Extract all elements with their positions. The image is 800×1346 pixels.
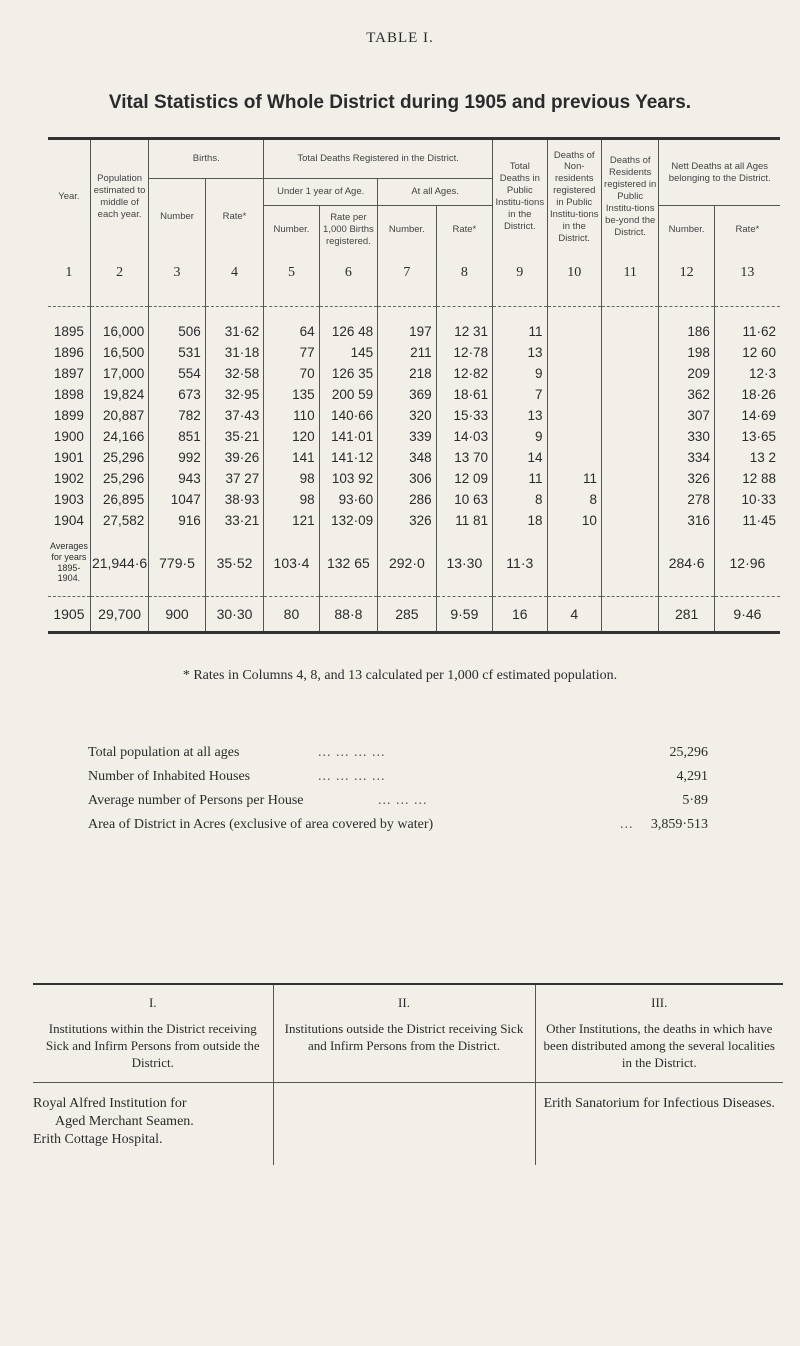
header-under1: Under 1 year of Age. — [264, 179, 378, 206]
column-number: 3 — [149, 254, 205, 292]
table-cell: 673 — [149, 384, 205, 405]
header-population: Population estimated to middle of each year. — [90, 139, 148, 255]
table-cell: 11·45 — [742, 513, 776, 528]
table-cell: 19,824 — [90, 384, 148, 405]
table-cell: 285 — [378, 597, 436, 633]
table-cell: 9 — [493, 363, 547, 384]
table-cell: 278 — [659, 489, 714, 510]
table-cell: 12·3 — [748, 366, 776, 381]
table-cell: 18·26 — [741, 387, 776, 402]
table-cell: 103 92 — [319, 468, 377, 489]
table-cell: 30·30 — [205, 597, 263, 633]
summary-dots: ... ... ... ... — [318, 745, 386, 760]
table-cell: 14 — [493, 447, 547, 468]
table-cell — [601, 321, 658, 342]
table-cell: 12 88 — [742, 471, 776, 486]
table-cell: 18·61 — [436, 384, 492, 405]
table-cell: 531 — [149, 342, 205, 363]
table-cell: 334 — [659, 447, 714, 468]
summary-label: Area of District in Acres (exclusive of area covered by water) — [88, 817, 434, 832]
table-cell: 25,296 — [90, 468, 148, 489]
year-cell: 1900 — [48, 426, 90, 447]
summary-dots: ... ... ... — [378, 793, 428, 808]
column-number: 2 — [90, 254, 148, 292]
table-cell: 126 48 — [319, 321, 377, 342]
table-cell: 8 — [493, 489, 547, 510]
table-cell: 12·78 — [436, 342, 492, 363]
table-cell — [601, 384, 658, 405]
table-cell: 916 — [149, 510, 205, 531]
table-cell — [547, 405, 601, 426]
table-cell: 851 — [149, 426, 205, 447]
table-cell — [601, 468, 658, 489]
table-cell: 218 — [378, 363, 436, 384]
table-cell: 506 — [149, 321, 205, 342]
year-cell: 1901 — [48, 447, 90, 468]
table-cell: 13 70 — [436, 447, 492, 468]
summary-value: 3,859·513 — [650, 817, 708, 832]
table-cell: 31·62 — [205, 321, 263, 342]
table-cell: 140·66 — [319, 405, 377, 426]
table-cell: 25,296 — [90, 447, 148, 468]
institutions-heading: II. — [273, 984, 535, 1011]
year-cell: 1902 — [48, 468, 90, 489]
table-cell: 120 — [264, 426, 319, 447]
header-nett-number: Number. — [659, 206, 714, 255]
column-number: 9 — [493, 254, 547, 292]
table-cell: 32·95 — [205, 384, 263, 405]
table-row — [48, 321, 780, 342]
table-cell: 15·33 — [436, 405, 492, 426]
table-cell: 16,500 — [90, 342, 148, 363]
summary-row — [88, 793, 748, 817]
institutions-table — [33, 983, 783, 1165]
table-cell: 554 — [149, 363, 205, 384]
table-cell: 24,166 — [90, 426, 148, 447]
table-cell — [601, 405, 658, 426]
table-cell: 10·33 — [741, 492, 776, 507]
column-number: 4 — [205, 254, 263, 292]
summary-value: 5·89 — [682, 793, 708, 808]
table-cell — [601, 510, 658, 531]
summary-row — [88, 745, 748, 769]
table-cell: 339 — [378, 426, 436, 447]
table-cell — [601, 597, 658, 633]
table-cell: 14·69 — [741, 408, 776, 423]
table-cell: 132 65 — [319, 541, 377, 584]
table-cell: 126 35 — [319, 363, 377, 384]
table-cell — [601, 342, 658, 363]
table-cell: 316 — [659, 510, 714, 531]
footnote: * Rates in Columns 4, 8, and 13 calculated per 1,000 cf estimated population. — [182, 668, 618, 683]
table-row — [48, 405, 780, 426]
summary-dots: ... — [620, 817, 634, 832]
institutions-description: Institutions outside the District receiving Sick and Infirm Persons from the District. — [273, 1011, 535, 1082]
table-cell: 782 — [149, 405, 205, 426]
column-number: 5 — [264, 254, 319, 292]
column-number: 10 — [547, 254, 601, 292]
table-cell: 900 — [149, 597, 205, 633]
vital-statistics-table — [48, 137, 780, 634]
table-cell: 80 — [264, 597, 319, 633]
table-cell: 9·59 — [436, 597, 492, 633]
year-cell: 1896 — [48, 342, 90, 363]
table-cell — [547, 541, 601, 584]
table-cell: 31·18 — [205, 342, 263, 363]
header-allages: At all Ages. — [378, 179, 493, 206]
year-cell: 1904 — [48, 510, 90, 531]
table-cell: 70 — [264, 363, 319, 384]
table-cell: 1047 — [149, 489, 205, 510]
table-cell: 121 — [264, 510, 319, 531]
table-cell: 37·43 — [205, 405, 263, 426]
table-cell: 12 31 — [436, 321, 492, 342]
table-cell: 35·52 — [205, 541, 263, 584]
table-cell: 10 63 — [436, 489, 492, 510]
institution-entry: Erith Cottage Hospital. — [33, 1132, 163, 1148]
table-cell: 13 — [493, 405, 547, 426]
table-cell: 27,582 — [90, 510, 148, 531]
summary-value: 4,291 — [676, 769, 708, 784]
table-cell: 12·82 — [436, 363, 492, 384]
table-cell: 9·46 — [714, 597, 780, 633]
table-cell — [601, 363, 658, 384]
table-cell — [601, 447, 658, 468]
table-cell: 32·58 — [205, 363, 263, 384]
table-cell: 9 — [493, 426, 547, 447]
table-cell: 11 81 — [436, 510, 492, 531]
table-cell: 37 27 — [205, 468, 263, 489]
summary-label: Average number of Persons per House — [88, 793, 304, 808]
table-cell: 11 — [493, 468, 547, 489]
table-cell: 348 — [378, 447, 436, 468]
column-number: 7 — [378, 254, 436, 292]
table-cell — [601, 489, 658, 510]
table-row — [48, 447, 780, 468]
header-nett-rate: Rate* — [735, 224, 760, 236]
header-allages-number: Number. — [378, 206, 436, 255]
table-cell: 13 2 — [749, 450, 776, 465]
table-cell — [547, 342, 601, 363]
table-cell: 306 — [378, 468, 436, 489]
year-cell: 1905 — [48, 597, 90, 633]
summary-label: Total population at all ages — [88, 745, 240, 760]
table-cell: 281 — [659, 597, 714, 633]
table-cell: 362 — [659, 384, 714, 405]
table-cell: 103·4 — [264, 541, 319, 584]
table-row — [48, 468, 780, 489]
table-cell: 4 — [547, 597, 601, 633]
table-cell: 330 — [659, 426, 714, 447]
header-total-deaths: Total Deaths Registered in the District. — [264, 139, 493, 179]
table-cell: 200 59 — [319, 384, 377, 405]
institutions-entries-col1 — [33, 1082, 273, 1165]
column-number: 12 — [659, 254, 714, 292]
table-cell: 186 — [659, 321, 714, 342]
table-row — [48, 384, 780, 405]
table-cell: 64 — [264, 321, 319, 342]
table-cell: 110 — [264, 405, 319, 426]
table-cell — [601, 541, 658, 584]
year-cell: 1899 — [48, 405, 90, 426]
table-cell: 141 — [264, 447, 319, 468]
table-cell: 20,887 — [90, 405, 148, 426]
table-cell: 29,700 — [90, 597, 148, 633]
year-cell: 1895 — [48, 321, 90, 342]
table-cell: 779·5 — [149, 541, 205, 584]
table-cell: 326 — [378, 510, 436, 531]
table-cell: 307 — [659, 405, 714, 426]
table-cell: 93·60 — [319, 489, 377, 510]
summary-value: 25,296 — [669, 745, 708, 760]
summary-list — [88, 745, 748, 841]
table-cell — [547, 426, 601, 447]
year-cell: 1898 — [48, 384, 90, 405]
table-cell: 141·12 — [319, 447, 377, 468]
table-cell: 16 — [493, 597, 547, 633]
table-cell: 11·62 — [742, 324, 776, 339]
table-cell: 38·93 — [205, 489, 263, 510]
table-cell: 88·8 — [319, 597, 377, 633]
table-cell: 320 — [378, 405, 436, 426]
column-number: 8 — [436, 254, 492, 292]
summary-row — [88, 769, 748, 793]
header-allages-rate: Rate* — [436, 206, 492, 255]
table-cell: 35·21 — [205, 426, 263, 447]
column-number: 6 — [319, 254, 377, 292]
header-nonresidents: Deaths of Non-residents registered in Public Institu-tions in the District. — [547, 139, 601, 255]
institution-entry: Royal Alfred Institution for — [33, 1095, 187, 1111]
table-cell: 7 — [493, 384, 547, 405]
table-label: TABLE I. — [366, 30, 434, 46]
table-cell: 209 — [659, 363, 714, 384]
header-public-institutions: Total Deaths in Public Institu-tions in the District. — [493, 139, 547, 255]
table-cell — [601, 426, 658, 447]
table-cell — [547, 321, 601, 342]
table-cell: 11 — [547, 468, 601, 489]
table-cell: 13 — [493, 342, 547, 363]
table-cell: 8 — [547, 489, 601, 510]
table-cell: 198 — [659, 342, 714, 363]
table-cell — [547, 447, 601, 468]
table-cell — [547, 384, 601, 405]
table-row — [48, 489, 780, 510]
averages-label: Averages for years 1895-1904. — [48, 541, 90, 584]
header-under1-rate: Rate per 1,000 Births registered. — [319, 206, 377, 255]
column-number: 13 — [740, 265, 755, 280]
table-cell: 284·6 — [659, 541, 714, 584]
table-cell: 145 — [319, 342, 377, 363]
table-cell: 12 60 — [742, 345, 776, 360]
table-cell: 14·03 — [436, 426, 492, 447]
table-cell: 211 — [378, 342, 436, 363]
table-cell: 16,000 — [90, 321, 148, 342]
table-cell: 33·21 — [205, 510, 263, 531]
year-cell: 1897 — [48, 363, 90, 384]
table-row — [48, 426, 780, 447]
institutions-description: Other Institutions, the deaths in which have been distributed among the several localities in the District. — [535, 1011, 783, 1082]
table-cell: 369 — [378, 384, 436, 405]
table-cell: 13·65 — [741, 429, 776, 444]
table-cell: 77 — [264, 342, 319, 363]
table-cell: 11·3 — [493, 541, 547, 584]
header-residents: Deaths of Residents registered in Public Institu-tions be-yond the District. — [601, 139, 658, 255]
table-cell: 943 — [149, 468, 205, 489]
table-cell: 135 — [264, 384, 319, 405]
table-cell: 292·0 — [378, 541, 436, 584]
table-cell: 18 — [493, 510, 547, 531]
summary-dots: ... ... ... ... — [318, 769, 386, 784]
header-births: Births. — [149, 139, 264, 179]
table-cell: 21,944·6 — [90, 541, 148, 584]
table-cell: 98 — [264, 468, 319, 489]
institutions-heading: III. — [535, 984, 783, 1011]
column-number: 11 — [601, 254, 658, 292]
institutions-description: Institutions within the District receiving Sick and Infirm Persons from outside the District. — [33, 1011, 273, 1082]
table-cell: 26,895 — [90, 489, 148, 510]
header-under1-number: Number. — [264, 206, 319, 255]
institutions-entries-col2 — [273, 1082, 535, 1165]
institutions-heading: I. — [33, 984, 273, 1011]
table-cell: 12·96 — [729, 554, 766, 571]
table-cell: 326 — [659, 468, 714, 489]
table-cell: 17,000 — [90, 363, 148, 384]
table-cell: 12 09 — [436, 468, 492, 489]
page-title: Vital Statistics of Whole District during 1905 and previous Years. — [108, 92, 692, 113]
header-nett-deaths: Nett Deaths at all Ages belonging to the District. — [659, 139, 780, 206]
table-cell: 197 — [378, 321, 436, 342]
header-births-rate: Rate* — [205, 179, 263, 255]
institutions-entries-col3: Erith Sanatorium for Infectious Diseases. — [543, 1095, 775, 1111]
summary-label: Number of Inhabited Houses — [88, 769, 251, 784]
summary-row — [88, 817, 748, 841]
table-cell: 141·01 — [319, 426, 377, 447]
table-cell — [547, 363, 601, 384]
header-year: Year. — [48, 139, 90, 255]
table-cell: 10 — [547, 510, 601, 531]
table-row — [48, 363, 780, 384]
table-cell: 132·09 — [319, 510, 377, 531]
table-cell: 286 — [378, 489, 436, 510]
table-cell: 992 — [149, 447, 205, 468]
table-cell: 39·26 — [205, 447, 263, 468]
institution-entry: Aged Merchant Seamen. — [55, 1113, 194, 1129]
table-cell: 11 — [493, 321, 547, 342]
year-cell: 1903 — [48, 489, 90, 510]
table-row — [48, 510, 780, 531]
header-births-number: Number — [149, 179, 205, 255]
table-cell: 98 — [264, 489, 319, 510]
table-cell: 13·30 — [436, 541, 492, 584]
column-number: 1 — [48, 254, 90, 292]
table-row — [48, 342, 780, 363]
